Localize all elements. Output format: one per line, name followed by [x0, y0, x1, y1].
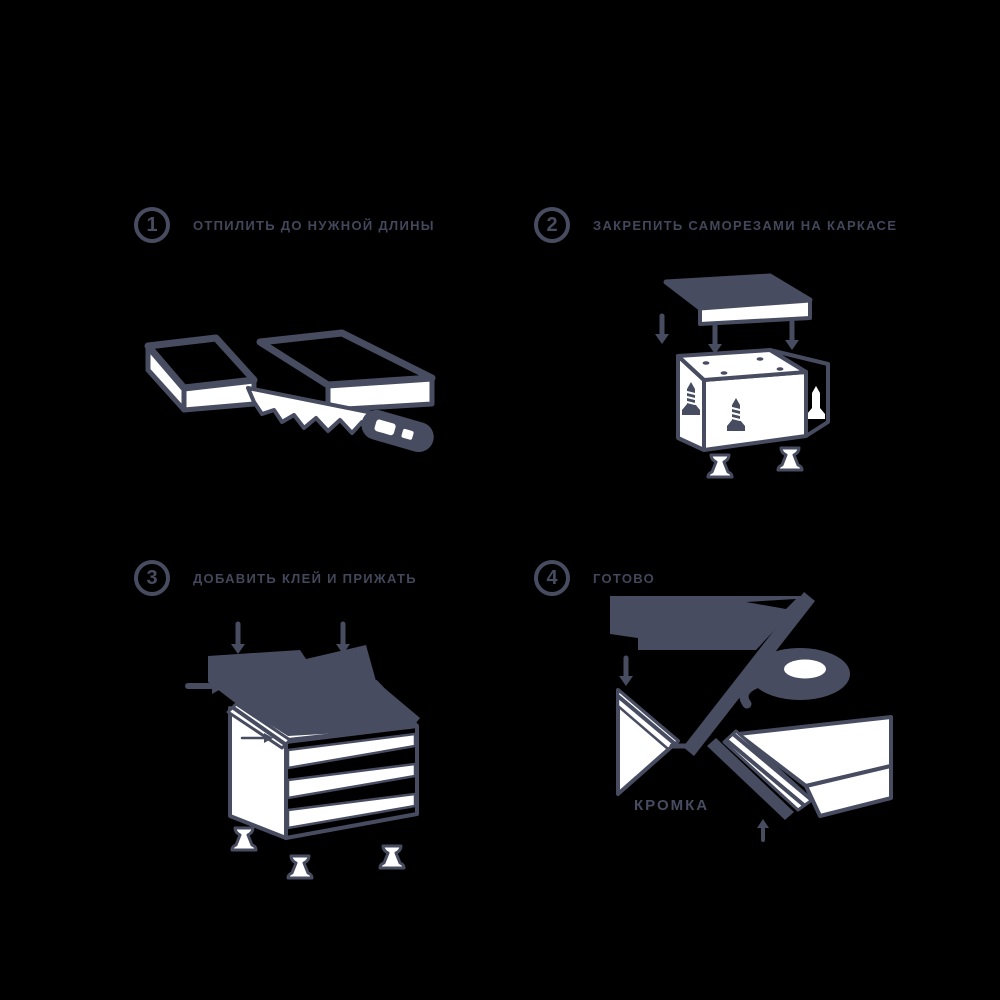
screw-panel-to-cabinet-illustration — [640, 272, 860, 487]
step-3-title: ДОБАВИТЬ КЛЕЙ И ПРИЖАТЬ — [193, 570, 417, 586]
step-1-title: ОТПИЛИТЬ ДО НУЖНОЙ ДЛИНЫ — [193, 217, 435, 233]
cut-panel-corner — [618, 690, 678, 794]
step-2-number-badge — [534, 207, 570, 243]
board-left — [148, 338, 254, 410]
saw-cutting-illustration — [140, 330, 440, 470]
arrow-up-icon — [757, 819, 769, 840]
step-number: 1 — [146, 214, 158, 236]
step-1-number-badge — [134, 207, 170, 243]
step-3-header — [134, 560, 417, 596]
step-2-title: ЗАКРЕПИТЬ САМОРЕЗАМИ НА КАРКАСЕ — [593, 217, 898, 233]
step-2-header — [534, 207, 897, 243]
arrow-down-icon — [619, 658, 633, 686]
countertop-panel — [666, 276, 810, 324]
step-number: 4 — [546, 567, 558, 589]
step-4-number-badge — [534, 560, 570, 596]
cabinet-foot — [232, 828, 404, 878]
step-number: 3 — [146, 567, 158, 589]
step-4-title: ГОТОВО — [593, 570, 656, 586]
cabinet-foot — [708, 448, 802, 477]
board-with-edge — [707, 717, 891, 820]
arrow-down-icon — [231, 624, 350, 654]
edge-banding-label: КРОМКА — [634, 797, 710, 814]
step-1-header — [134, 207, 435, 243]
cabinet-frame — [678, 350, 828, 450]
step-number: 2 — [546, 214, 558, 236]
press-and-glue-illustration — [180, 618, 440, 883]
edge-banding-illustration — [598, 588, 893, 853]
step-3-number-badge — [134, 560, 170, 596]
